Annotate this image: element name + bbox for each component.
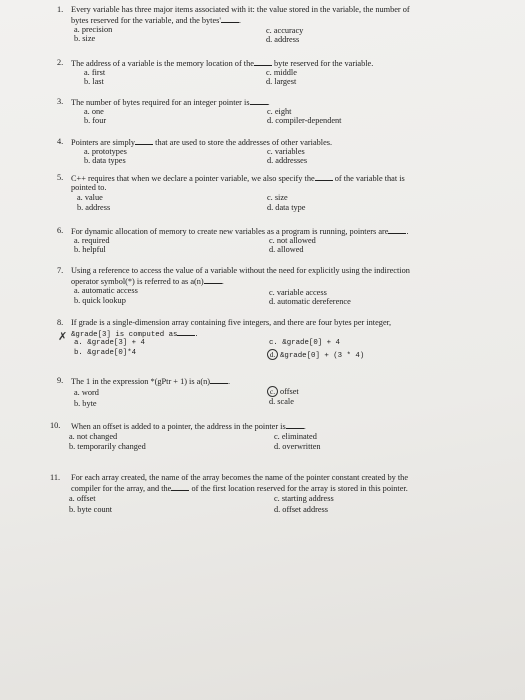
- question-stem-2: bytes reserved for the variable, and the bytes': [71, 16, 221, 25]
- option-c: offset: [280, 387, 299, 396]
- question-stem-tail: .: [195, 329, 198, 338]
- option-b: b. last: [84, 77, 104, 86]
- question-stem-tail: .: [238, 16, 241, 25]
- question-number: 9.: [57, 376, 64, 385]
- option-c: c. &grade[0] + 4: [269, 339, 340, 347]
- question-stem-tail: that are used to store the addresses of other variables.: [155, 138, 333, 147]
- question-4: [57, 137, 477, 169]
- question-stem-2: &grade[3] is computed as: [71, 331, 178, 339]
- question-number: 1.: [57, 5, 64, 14]
- option-c: c. not allowed: [269, 236, 316, 245]
- check-mark-icon: ✗: [58, 331, 68, 343]
- option-b: b. byte: [74, 399, 97, 408]
- option-c: c. eight: [267, 107, 292, 116]
- question-stem: C++ requires that when we declare a pointer variable, we also specify the: [71, 174, 315, 183]
- option-a: a. required: [74, 236, 110, 245]
- question-stem: Every variable has three major items associated with it: the value stored in the variable, the number of: [71, 5, 410, 14]
- question-stem-tail: .: [221, 277, 224, 286]
- option-a: a. one: [84, 107, 104, 116]
- question-number: 4.: [57, 137, 64, 146]
- question-number: 10.: [50, 421, 61, 430]
- option-d: d. overwritten: [274, 442, 321, 451]
- question-number: 2.: [57, 58, 64, 67]
- question-stem-tail: .: [303, 422, 306, 431]
- selected-answer-circle: d.: [267, 349, 278, 360]
- option-a: a. not changed: [69, 432, 118, 441]
- answer-blank: [315, 173, 333, 181]
- question-stem: If grade is a single-dimension array containing five integers, and there are four bytes per integer,: [71, 318, 392, 327]
- option-b: b. &grade[0]*4: [74, 349, 137, 357]
- question-6: [57, 226, 497, 258]
- question-8: [57, 318, 497, 370]
- question-2: [57, 58, 477, 90]
- question-number: 7.: [57, 266, 64, 275]
- question-11: [50, 473, 510, 525]
- option-d: d. scale: [269, 397, 294, 406]
- question-stem-tail: byte reserved for the variable.: [274, 59, 374, 68]
- option-a: a. word: [74, 388, 99, 397]
- option-d: d. data type: [267, 203, 306, 212]
- option-d: d. allowed: [269, 245, 304, 254]
- option-a: a. value: [77, 193, 103, 202]
- question-stem: Using a reference to access the value of a variable without the need for explicitly using the indirection: [71, 266, 410, 275]
- option-b: b. temporarily changed: [69, 442, 146, 451]
- option-c: c. accuracy: [266, 26, 304, 35]
- answer-blank: [254, 58, 272, 66]
- question-stem-2: operator symbol(*) is referred to as a(n): [71, 277, 204, 286]
- question-stem: The 1 in the expression *(gPtr + 1) is a(n): [71, 377, 211, 386]
- question-stem: The number of bytes required for an integer pointer is: [71, 98, 250, 107]
- question-number: 11.: [50, 473, 61, 482]
- option-c: c. starting address: [274, 494, 334, 503]
- question-10: [50, 421, 480, 455]
- question-stem: The address of a variable is the memory location of the: [71, 59, 254, 68]
- option-a: a. first: [84, 68, 106, 77]
- question-9: [57, 376, 477, 412]
- option-a: a. automatic access: [74, 286, 138, 295]
- option-d: d. address: [266, 35, 300, 44]
- answer-blank: [171, 483, 189, 491]
- answer-blank: [204, 276, 222, 284]
- question-number: 5.: [57, 173, 64, 182]
- question-stem-tail: of the variable that is: [334, 174, 405, 183]
- option-c: c. variable access: [269, 288, 327, 297]
- question-stem-2: pointed to.: [71, 183, 107, 192]
- option-b: b. data types: [84, 156, 126, 165]
- question-stem: For each array created, the name of the array becomes the name of the pointer constant created by the: [71, 473, 409, 482]
- option-b: b. size: [74, 34, 96, 43]
- question-stem: When an offset is added to a pointer, the address in the pointer is: [71, 422, 286, 431]
- option-c: c. variables: [267, 147, 305, 156]
- question-stem-tail: .: [406, 227, 409, 236]
- question-stem-2: compiler for the array, and the: [71, 484, 172, 493]
- answer-blank: [177, 328, 198, 338]
- question-1: [57, 5, 477, 51]
- option-d: d. largest: [266, 77, 297, 86]
- answer-blank: [221, 15, 239, 23]
- question-stem-tail: of the first location reserved for the array is stored in this pointer.: [191, 484, 408, 493]
- question-stem: Pointers are simply: [71, 138, 136, 147]
- option-a: a. offset: [69, 494, 96, 503]
- option-d: d. addresses: [267, 156, 308, 165]
- option-c: c. size: [267, 193, 288, 202]
- option-c: c. eliminated: [274, 432, 317, 441]
- option-d: &grade[0] + (3 * 4): [280, 352, 365, 360]
- selected-answer-circle: c.: [267, 386, 278, 397]
- question-stem-tail: .: [228, 377, 231, 386]
- answer-blank: [135, 137, 153, 145]
- option-b: b. address: [77, 203, 111, 212]
- question-5: [57, 173, 477, 217]
- option-b: b. byte count: [69, 505, 113, 514]
- option-d: d. compiler-dependent: [267, 116, 342, 125]
- question-number: 3.: [57, 97, 64, 106]
- option-b: b. quick lookup: [74, 296, 126, 305]
- answer-blank: [286, 421, 304, 429]
- option-b: b. four: [84, 116, 107, 125]
- option-a: a. &grade[3] + 4: [74, 339, 145, 347]
- question-number: 8.: [57, 318, 64, 327]
- question-7: [57, 266, 487, 312]
- question-stem-tail: .: [267, 98, 270, 107]
- option-d: d. automatic dereference: [269, 297, 351, 306]
- question-number: 6.: [57, 226, 64, 235]
- option-d: d. offset address: [274, 505, 328, 514]
- option-b: b. helpful: [74, 245, 106, 254]
- answer-blank: [250, 97, 268, 105]
- option-c: c. middle: [266, 68, 297, 77]
- option-a: a. prototypes: [84, 147, 127, 156]
- answer-blank: [388, 226, 409, 236]
- question-3: [57, 97, 477, 129]
- question-stem: For dynamic allocation of memory to create new variables as a program is running, pointers are: [71, 227, 389, 236]
- answer-blank: [210, 376, 231, 386]
- option-a: a. precision: [74, 25, 113, 34]
